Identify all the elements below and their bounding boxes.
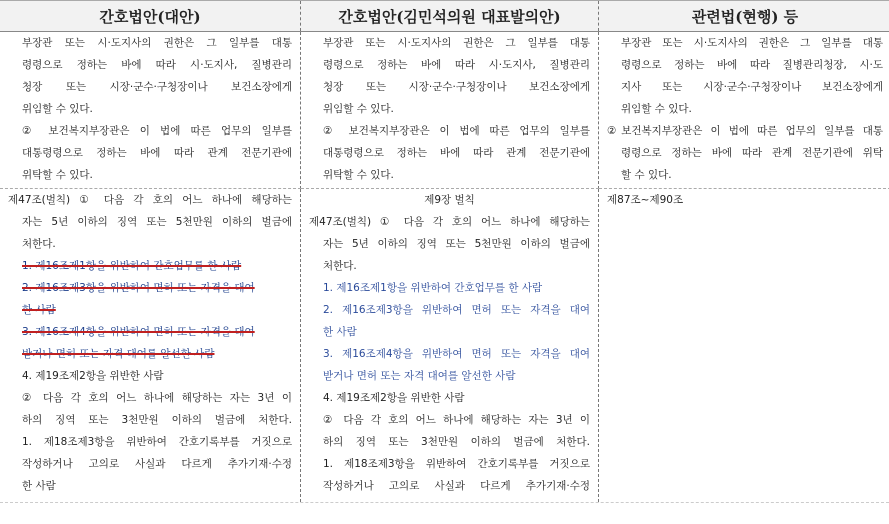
text-line: 위탁할 수 있다.: [323, 169, 394, 181]
amended-line: 2. 제16조제3항을 위반하여 면허 또는 자격을 대여: [323, 304, 590, 317]
struck-text: 2. 제16조제3항을 위반하여 면허 또는 자격을 대여: [22, 282, 255, 295]
header-col3: 관련법(현행) 등: [599, 1, 889, 32]
text-line: 4. 제19조제2항을 위반한 사람: [22, 370, 164, 383]
text-line: 령령으로 정하는 바에 따라 시·도지사, 질병관리: [323, 59, 590, 71]
text-line: 령령으로 정하는 바에 따라 관계 전문기관에 위탁: [621, 147, 883, 159]
text-line: 위임할 수 있다.: [22, 103, 93, 115]
col3-bottom-cell: [599, 189, 889, 502]
text-line: 자는 5년 이하의 징역 또는 5천만원 이하의 벌금에: [22, 216, 292, 229]
table-row-delegation: [0, 32, 889, 189]
amended-line: 한 사람: [323, 326, 357, 339]
text-line: 1. 제18조제3항을 위반하여 간호기록부를 거짓으로: [323, 458, 590, 471]
table-row-penalty: [0, 189, 889, 502]
text-line: ② 보건복지부장관은 이 법에 따른 업무의 일부를: [323, 125, 590, 137]
struck-line: [0, 255, 300, 277]
text-line: 처한다.: [323, 260, 357, 273]
text-line: ② 다음 각 호의 어느 하나에 해당하는 자는 3년 이: [22, 392, 292, 405]
header-col2: 간호법안(김민석의원 대표발의안): [301, 1, 599, 32]
amended-line: 받거나 면허 또는 자격 대여를 알선한 사람: [323, 370, 516, 383]
text-line: 하의 징역 또는 3천만원 이하의 벌금에 처한다.: [22, 414, 292, 427]
text-line: 작성하거나 고의로 사실과 다르게 추가기재·수정: [323, 480, 590, 493]
text-line: 위탁할 수 있다.: [22, 169, 93, 181]
table-bottom-edge: [0, 502, 889, 503]
article-heading: 제47조(벌칙) ① 다음 각 호의 어느 하나에 해당하는: [309, 216, 590, 229]
article-heading: 제47조(벌칙) ① 다음 각 호의 어느 하나에 해당하는: [8, 194, 292, 207]
text-line: 4. 제19조제2항을 위반한 사람: [323, 392, 465, 405]
text-line: 청장 또는 시장·군수·구청장이나 보건소장에게: [323, 81, 590, 93]
col2-bottom-cell: [301, 189, 599, 502]
text-line: 대통령령으로 정하는 바에 따라 관계 전문기관에: [22, 147, 292, 159]
text-line: 령령으로 정하는 바에 따라 질병관리청장, 시·도: [621, 59, 883, 71]
struck-line: [0, 343, 300, 365]
text-line: 청장 또는 시장·군수·구청장이나 보건소장에게: [22, 81, 292, 93]
text-line: 부장관 또는 시·도지사의 권한은 그 일부를 대통: [323, 37, 590, 49]
text-line: 위임할 수 있다.: [621, 103, 692, 115]
text-line: 1. 제18조제3항을 위반하여 간호기록부를 거짓으로: [22, 436, 292, 449]
header-col1: 간호법안(대안): [0, 1, 301, 32]
struck-line: [0, 299, 300, 321]
text-line: 할 수 있다.: [621, 169, 672, 181]
header-row: [0, 1, 889, 32]
col1-bottom-cell: [0, 189, 301, 502]
text-line: 자는 5년 이하의 징역 또는 5천만원 이하의 벌금에: [323, 238, 590, 251]
text-line: 지사 또는 시장·군수·구청장이나 보건소장에게: [621, 81, 883, 93]
text-line: 처한다.: [22, 238, 56, 251]
text-line: 제87조~제90조: [607, 194, 684, 207]
col3-top-cell: [599, 32, 889, 189]
text-line: 부장관 또는 시·도지사의 권한은 그 일부를 대통: [621, 37, 883, 49]
amended-line: 1. 제16조제1항을 위반하여 간호업무를 한 사람: [323, 282, 543, 295]
text-line: ② 다음 각 호의 어느 하나에 해당하는 자는 3년 이: [323, 414, 590, 427]
chapter-heading: 제9장 벌칙: [424, 194, 475, 207]
text-line: 부장관 또는 시·도지사의 권한은 그 일부를 대통: [22, 37, 292, 49]
text-line: 령령으로 정하는 바에 따라 시·도지사, 질병관리: [22, 59, 292, 71]
struck-text: 3. 제16조제4항을 위반하여 면허 또는 자격을 대여: [22, 326, 255, 339]
text-line: 위임할 수 있다.: [323, 103, 394, 115]
text-line: ② 보건복지부장관은 이 법에 따른 업무의 일부를: [22, 125, 292, 137]
struck-line: [0, 277, 300, 299]
text-line: ②보건복지부장관은 이 법에 따른 업무의 일부를 대통: [607, 125, 883, 137]
struck-text: 1. 제16조제1항을 위반하여 간호업무를 한 사람: [22, 260, 242, 273]
struck-text: 한 사람: [22, 304, 56, 317]
col2-top-cell: [301, 32, 599, 189]
text-line: 대통령령으로 정하는 바에 따라 관계 전문기관에: [323, 147, 590, 159]
struck-text: 받거나 면허 또는 자격 대여를 알선한 사람: [22, 348, 215, 361]
amended-line: 3. 제16조제4항을 위반하여 면허 또는 자격을 대여: [323, 348, 590, 361]
col1-top-cell: [0, 32, 301, 189]
struck-line: [0, 321, 300, 343]
text-line: 작성하거나 고의로 사실과 다르게 추가기재·수정: [22, 458, 292, 471]
text-line: 하의 징역 또는 3천만원 이하의 벌금에 처한다.: [323, 436, 590, 449]
text-line: 한 사람: [22, 480, 56, 493]
